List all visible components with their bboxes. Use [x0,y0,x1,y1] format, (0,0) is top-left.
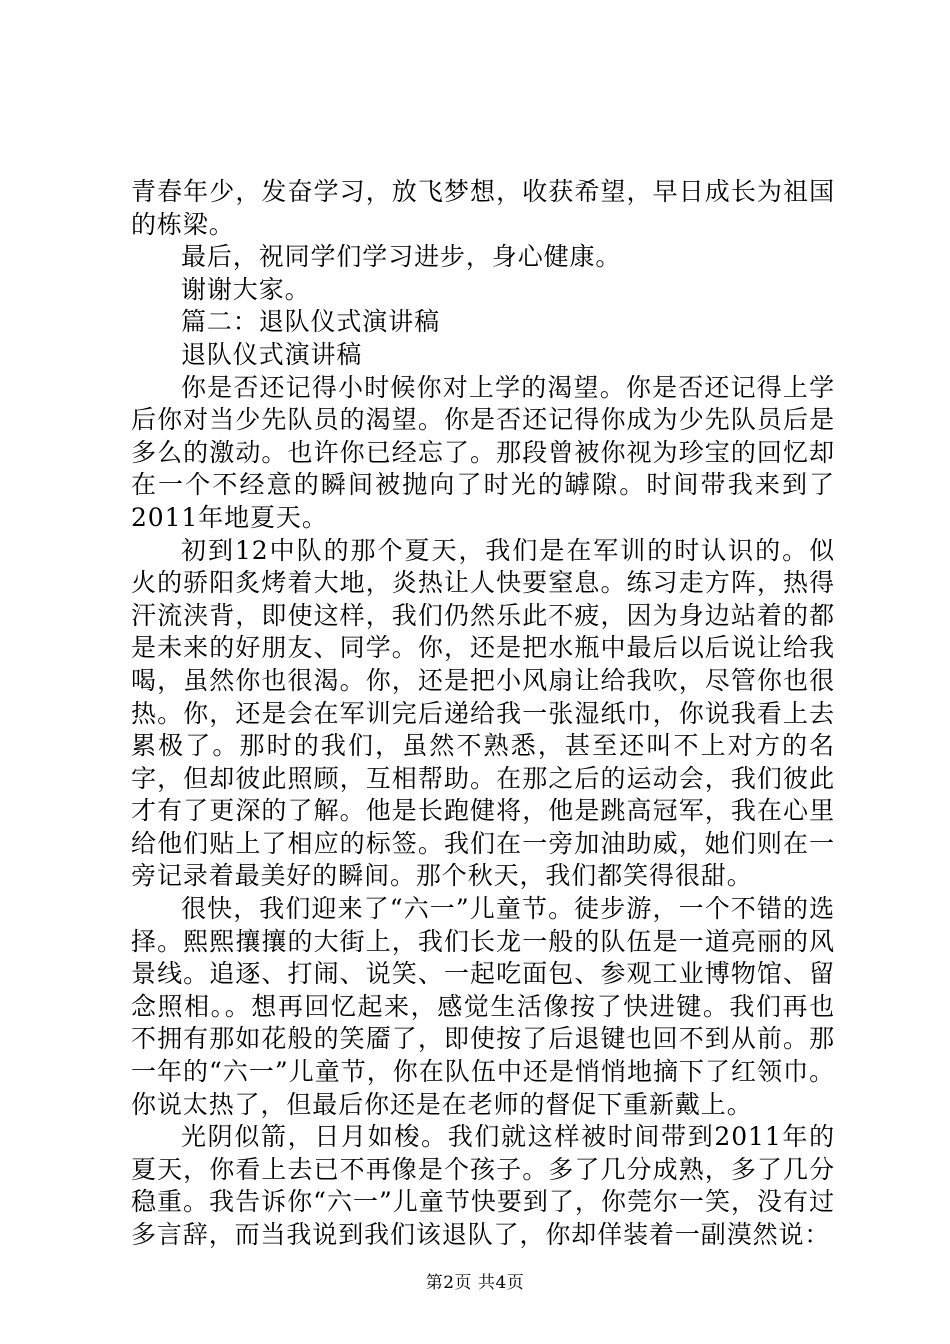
section-heading: 篇二：退队仪式演讲稿 [181,307,441,337]
document-body [131,176,835,1252]
speech-title: 退队仪式演讲稿 [181,339,363,369]
page-number: 第2页 共4页 [425,1273,525,1293]
paragraph: 谢谢大家。 [181,274,311,304]
paragraph: 你是否还记得小时候你对上学的渴望。你是否还记得上学后你对当少先队员的渴望。你是否还记得你成为少先队员后是多么的激动。也许你已经忘了。那段曾被你视为珍宝的回忆却在一个不经意的瞬间被抛向了时光的罅隙。时间带我来到了2011年地夏天。 [131,372,835,532]
paragraph: 初到12中队的那个夏天，我们是在军训的时认识的。似火的骄阳炙烤着大地，炎热让人快要窒息。练习走方阵，热得汗流浃背，即使这样，我们仍然乐此不疲，因为身边站着的都是未来的好朋友、同学。你，还是把水瓶中最后以后说让给我喝，虽然你也很渴。你，还是把小风扇让给我吹，尽管你也很热。你，还是会在军训完后递给我一张湿纸巾，你说我看上去累极了。那时的我们，虽然不熟悉，甚至还叫不上对方的名字，但却彼此照顾，互相帮助。在那之后的运动会，我们彼此才有了更深的了解。他是长跑健将，他是跳高冠军，我在心里给他们贴上了相应的标签。我们在一旁加油助威，她们则在一旁记录着最美好的瞬间。那个秋天，我们都笑得很甜。 [131,535,835,891]
paragraph: 青春年少，发奋学习，放飞梦想，收获希望，早日成长为祖国的栋梁。 [131,177,835,239]
paragraph: 光阴似箭，日月如梭。我们就这样被时间带到2011年的夏天，你看上去已不再像是个孩子。多了几分成熟，多了几分稳重。我告诉你“六一”儿童节快要到了，你莞尔一笑，没有过多言辞，而当我说到我们该退队了，你却佯装着一副漠然说： [131,1122,835,1249]
paragraph: 最后，祝同学们学习进步，身心健康。 [181,242,622,272]
paragraph: 很快，我们迎来了“六一”儿童节。徒步游，一个不错的选择。熙熙攘攘的大街上，我们长龙一般的队伍是一道亮丽的风景线。追逐、打闹、说笑、一起吃面包、参观工业博物馆、留念照相。。想再回忆起来，感觉生活像按了快进键。我们再也不拥有那如花般的笑靥了，即使按了后退键也回不到从前。那一年的“六一”儿童节，你在队伍中还是悄悄地摘下了红领巾。你说太热了，但最后你还是在老师的督促下重新戴上。 [131,894,835,1119]
